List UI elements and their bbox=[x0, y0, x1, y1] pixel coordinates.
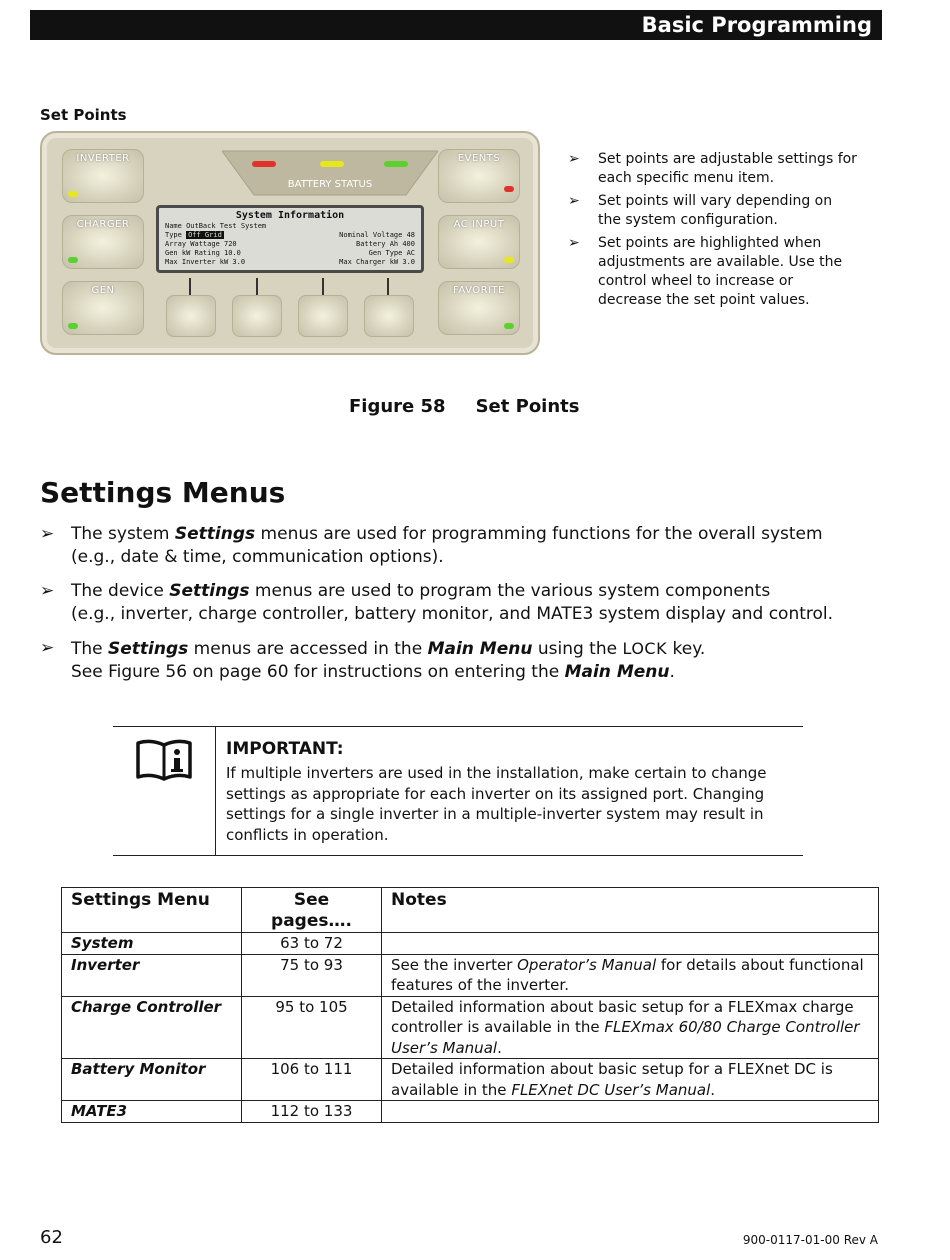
set-points-bullet bbox=[568, 192, 858, 230]
events-button-label: EVENTS bbox=[457, 153, 501, 164]
menu-pages: 95 to 105 bbox=[242, 996, 382, 1059]
bullet-text: Set points will vary depending on the system configuration. bbox=[598, 193, 833, 228]
settings-bullet bbox=[40, 523, 860, 569]
soft-key-1 bbox=[166, 295, 216, 337]
figure-title: Set Points bbox=[475, 396, 580, 417]
arrow-bullet-icon: ➢ bbox=[568, 151, 580, 167]
table-header: Notes bbox=[382, 888, 879, 933]
section-header-title: Basic Programming bbox=[641, 13, 872, 37]
lcd-max-charger: Max Charger kW 3.0 bbox=[339, 258, 415, 266]
menu-pages: 112 to 133 bbox=[242, 1101, 382, 1123]
charger-led bbox=[68, 257, 78, 263]
bullet-text: (e.g., inverter, charge controller, battery monitor, and MATE3 system display and control. bbox=[71, 604, 834, 624]
set-points-bullet bbox=[568, 234, 858, 310]
menu-notes bbox=[382, 933, 879, 955]
menu-pages: 75 to 93 bbox=[242, 954, 382, 996]
bullet-text: The device bbox=[71, 581, 170, 601]
important-notice bbox=[113, 726, 803, 856]
table-header-row bbox=[62, 888, 879, 933]
lcd-battery-ah: Battery Ah 400 bbox=[355, 240, 415, 248]
lcd-type-label: Type bbox=[165, 231, 182, 239]
soft-key-3 bbox=[298, 295, 348, 337]
arrow-bullet-icon: ➢ bbox=[40, 524, 55, 544]
emphasis-settings: Settings bbox=[174, 524, 256, 544]
favorite-button-label: FAVORITE bbox=[453, 285, 505, 296]
table-header: See pages…. bbox=[242, 888, 382, 933]
bullet-text: menus are used to program the various system components bbox=[249, 581, 771, 601]
bullet-text: . bbox=[669, 662, 675, 682]
table-header: Settings Menu bbox=[62, 888, 242, 933]
ac-input-led bbox=[504, 257, 514, 263]
arrow-bullet-icon: ➢ bbox=[40, 638, 55, 658]
bullet-text: key. bbox=[667, 639, 706, 659]
lcd-nominal-voltage: Nominal Voltage 48 bbox=[339, 231, 415, 239]
battery-led-yellow bbox=[320, 161, 344, 167]
lcd-title: System Information bbox=[235, 210, 345, 221]
gen-led bbox=[68, 323, 78, 329]
menu-notes: Detailed information about basic setup for a FLEXnet DC is available in the FLEXnet DC User’s Manual. bbox=[382, 1059, 879, 1101]
mate3-device-illustration bbox=[40, 131, 540, 355]
soft-key-connector bbox=[189, 278, 191, 296]
set-points-bullet-list bbox=[568, 150, 858, 314]
menu-notes bbox=[382, 1101, 879, 1123]
page-number: 62 bbox=[40, 1227, 63, 1248]
lock-key-label: LOCK bbox=[622, 639, 668, 658]
battery-status-label: BATTERY STATUS bbox=[287, 179, 373, 190]
soft-key-connector bbox=[256, 278, 258, 296]
menu-name: System bbox=[62, 933, 242, 955]
ac-input-button-label: AC INPUT bbox=[453, 219, 505, 230]
gen-button bbox=[62, 281, 144, 335]
bullet-text: menus are used for programming functions for the overall system bbox=[255, 524, 823, 544]
bullet-text: using the bbox=[532, 639, 623, 659]
bullet-text: The bbox=[71, 639, 109, 659]
soft-key-4 bbox=[364, 295, 414, 337]
battery-status-panel bbox=[222, 149, 438, 197]
lcd-gen-type: Gen Type AC bbox=[368, 249, 415, 257]
bullet-text: The system bbox=[71, 524, 175, 544]
charger-button-label: CHARGER bbox=[76, 219, 130, 230]
emphasis-main-menu: Main Menu bbox=[564, 662, 670, 682]
lcd-name-line: Name OutBack Test System bbox=[165, 222, 267, 230]
section-header-bar bbox=[30, 10, 882, 40]
menu-notes: Detailed information about basic setup for a FLEXmax charge controller is available in the FLEXmax 60/80 Charge Controller User’s Manual. bbox=[382, 996, 879, 1059]
lcd-max-inverter: Max Inverter kW 3.0 bbox=[165, 258, 246, 266]
events-led bbox=[504, 186, 514, 192]
bullet-text: See Figure 56 on page 60 for instructions on entering the bbox=[71, 662, 565, 682]
emphasis-settings: Settings bbox=[169, 581, 250, 601]
soft-key-connector bbox=[322, 278, 324, 296]
ac-input-button bbox=[438, 215, 520, 269]
section-title: Settings Menus bbox=[40, 476, 286, 509]
important-text: If multiple inverters are used in the installation, make certain to change settings as appropriate for each inverter on its assigned port. Changing settings for a single inverter in a multiple-inverter system may result in conflicts in operation. bbox=[226, 764, 767, 844]
table-row bbox=[62, 996, 879, 1059]
set-points-bullet bbox=[568, 150, 858, 188]
table-row bbox=[62, 954, 879, 996]
arrow-bullet-icon: ➢ bbox=[568, 235, 580, 251]
menu-name: MATE3 bbox=[62, 1101, 242, 1123]
soft-key-connector bbox=[387, 278, 389, 296]
bullet-text: Set points are highlighted when adjustments are available. Use the control wheel to increase or decrease the set point values. bbox=[598, 235, 843, 308]
menu-name: Battery Monitor bbox=[62, 1059, 242, 1101]
menu-name: Inverter bbox=[62, 954, 242, 996]
emphasis-settings: Settings bbox=[108, 639, 189, 659]
lcd-screen bbox=[156, 205, 424, 273]
bullet-text: Set points are adjustable settings for each specific menu item. bbox=[598, 151, 857, 186]
inverter-led bbox=[68, 191, 78, 197]
events-button bbox=[438, 149, 520, 203]
favorite-button bbox=[438, 281, 520, 335]
document-number: 900-0117-01-00 Rev A bbox=[742, 1233, 878, 1247]
lcd-array-wattage: Array Wattage 720 bbox=[165, 240, 237, 248]
gen-button-label: GEN bbox=[91, 285, 115, 296]
manual-info-icon bbox=[135, 739, 193, 781]
lcd-gen-kw: Gen kW Rating 10.0 bbox=[165, 249, 241, 257]
settings-bullet-list bbox=[40, 523, 860, 695]
charger-button bbox=[62, 215, 144, 269]
bullet-text: (e.g., date & time, communication options). bbox=[71, 547, 444, 567]
notice-divider bbox=[215, 727, 216, 855]
table-row bbox=[62, 933, 879, 955]
figure-caption bbox=[349, 396, 579, 417]
settings-bullet bbox=[40, 580, 860, 626]
table-row bbox=[62, 1101, 879, 1123]
settings-menus-table bbox=[61, 887, 879, 1123]
soft-key-2 bbox=[232, 295, 282, 337]
bullet-text: menus are accessed in the bbox=[188, 639, 428, 659]
arrow-bullet-icon: ➢ bbox=[40, 581, 55, 601]
table-row bbox=[62, 1059, 879, 1101]
arrow-bullet-icon: ➢ bbox=[568, 193, 580, 209]
battery-led-red bbox=[252, 161, 276, 167]
menu-notes: See the inverter Operator’s Manual for details about functional features of the inverter. bbox=[382, 954, 879, 996]
inverter-button bbox=[62, 149, 144, 203]
set-points-heading: Set Points bbox=[40, 106, 127, 124]
figure-number: Figure 58 bbox=[349, 396, 446, 417]
important-title: IMPORTANT: bbox=[226, 739, 344, 759]
emphasis-main-menu: Main Menu bbox=[427, 639, 533, 659]
menu-pages: 106 to 111 bbox=[242, 1059, 382, 1101]
inverter-button-label: INVERTER bbox=[76, 153, 130, 164]
battery-led-green bbox=[384, 161, 408, 167]
settings-bullet bbox=[40, 637, 860, 684]
favorite-led bbox=[504, 323, 514, 329]
lcd-type-value: Off Grid bbox=[188, 231, 222, 239]
menu-pages: 63 to 72 bbox=[242, 933, 382, 955]
menu-name: Charge Controller bbox=[62, 996, 242, 1059]
